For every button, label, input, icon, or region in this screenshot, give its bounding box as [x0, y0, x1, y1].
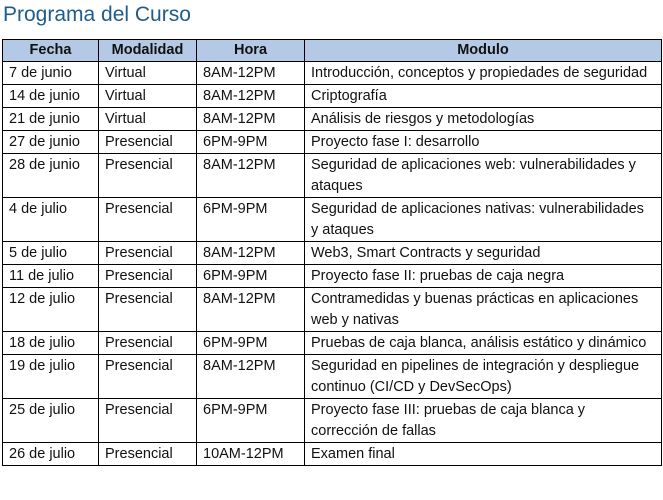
- cell-modalidad: Virtual: [99, 85, 197, 108]
- cell-modalidad: Presencial: [99, 265, 197, 288]
- cell-fecha: 4 de julio: [3, 198, 99, 242]
- cell-modulo: Introducción, conceptos y propiedades de seguridad: [305, 62, 662, 85]
- cell-hora: 8AM-12PM: [197, 355, 305, 399]
- cell-modulo: Web3, Smart Contracts y seguridad: [305, 242, 662, 265]
- cell-hora: 8AM-12PM: [197, 62, 305, 85]
- cell-modalidad: Presencial: [99, 131, 197, 154]
- table-row: [3, 108, 662, 131]
- cell-hora: 8AM-12PM: [197, 85, 305, 108]
- table-row: [3, 399, 662, 443]
- cell-modulo: Seguridad de aplicaciones nativas: vulnerabilidades y ataques: [305, 198, 662, 242]
- cell-fecha: 21 de junio: [3, 108, 99, 131]
- table-row: [3, 154, 662, 198]
- table-row: [3, 242, 662, 265]
- cell-modulo: Proyecto fase III: pruebas de caja blanca y corrección de fallas: [305, 399, 662, 443]
- cell-fecha: 5 de julio: [3, 242, 99, 265]
- table-header-row: [3, 40, 662, 62]
- cell-fecha: 25 de julio: [3, 399, 99, 443]
- cell-hora: 6PM-9PM: [197, 399, 305, 443]
- cell-hora: 6PM-9PM: [197, 198, 305, 242]
- cell-modalidad: Presencial: [99, 154, 197, 198]
- page-title: Programa del Curso: [3, 3, 191, 26]
- cell-hora: 10AM-12PM: [197, 443, 305, 466]
- cell-hora: 6PM-9PM: [197, 265, 305, 288]
- cell-hora: 8AM-12PM: [197, 154, 305, 198]
- cell-fecha: 27 de junio: [3, 131, 99, 154]
- cell-modulo: Seguridad en pipelines de integración y despliegue continuo (CI/CD y DevSecOps): [305, 355, 662, 399]
- course-schedule-table: [2, 39, 662, 466]
- column-header-hora: Hora: [197, 40, 305, 62]
- cell-modalidad: Presencial: [99, 198, 197, 242]
- table-row: [3, 85, 662, 108]
- cell-modulo: Seguridad de aplicaciones web: vulnerabilidades y ataques: [305, 154, 662, 198]
- cell-modulo: Contramedidas y buenas prácticas en aplicaciones web y nativas: [305, 288, 662, 332]
- column-header-fecha: Fecha: [3, 40, 99, 62]
- cell-modalidad: Presencial: [99, 242, 197, 265]
- table-row: [3, 332, 662, 355]
- table-row: [3, 62, 662, 85]
- cell-modalidad: Presencial: [99, 355, 197, 399]
- cell-modulo: Proyecto fase II: pruebas de caja negra: [305, 265, 662, 288]
- cell-fecha: 11 de julio: [3, 265, 99, 288]
- cell-fecha: 19 de julio: [3, 355, 99, 399]
- table-row: [3, 265, 662, 288]
- table-row: [3, 131, 662, 154]
- cell-modulo: Pruebas de caja blanca, análisis estático y dinámico: [305, 332, 662, 355]
- cell-modalidad: Presencial: [99, 399, 197, 443]
- column-header-modalidad: Modalidad: [99, 40, 197, 62]
- cell-fecha: 28 de junio: [3, 154, 99, 198]
- cell-fecha: 14 de junio: [3, 85, 99, 108]
- column-header-modulo: Modulo: [305, 40, 662, 62]
- cell-modulo: Criptografía: [305, 85, 662, 108]
- cell-modalidad: Virtual: [99, 62, 197, 85]
- cell-modulo: Análisis de riesgos y metodologías: [305, 108, 662, 131]
- table-body: [3, 62, 662, 466]
- table-row: [3, 355, 662, 399]
- cell-modalidad: Presencial: [99, 288, 197, 332]
- cell-modalidad: Presencial: [99, 332, 197, 355]
- cell-hora: 8AM-12PM: [197, 242, 305, 265]
- cell-hora: 6PM-9PM: [197, 332, 305, 355]
- cell-fecha: 12 de julio: [3, 288, 99, 332]
- cell-fecha: 7 de junio: [3, 62, 99, 85]
- table-row: [3, 443, 662, 466]
- cell-hora: 8AM-12PM: [197, 288, 305, 332]
- cell-modalidad: Virtual: [99, 108, 197, 131]
- cell-fecha: 18 de julio: [3, 332, 99, 355]
- table-row: [3, 288, 662, 332]
- cell-modulo: Examen final: [305, 443, 662, 466]
- cell-modalidad: Presencial: [99, 443, 197, 466]
- cell-hora: 6PM-9PM: [197, 131, 305, 154]
- cell-fecha: 26 de julio: [3, 443, 99, 466]
- table-row: [3, 198, 662, 242]
- cell-modulo: Proyecto fase I: desarrollo: [305, 131, 662, 154]
- cell-hora: 8AM-12PM: [197, 108, 305, 131]
